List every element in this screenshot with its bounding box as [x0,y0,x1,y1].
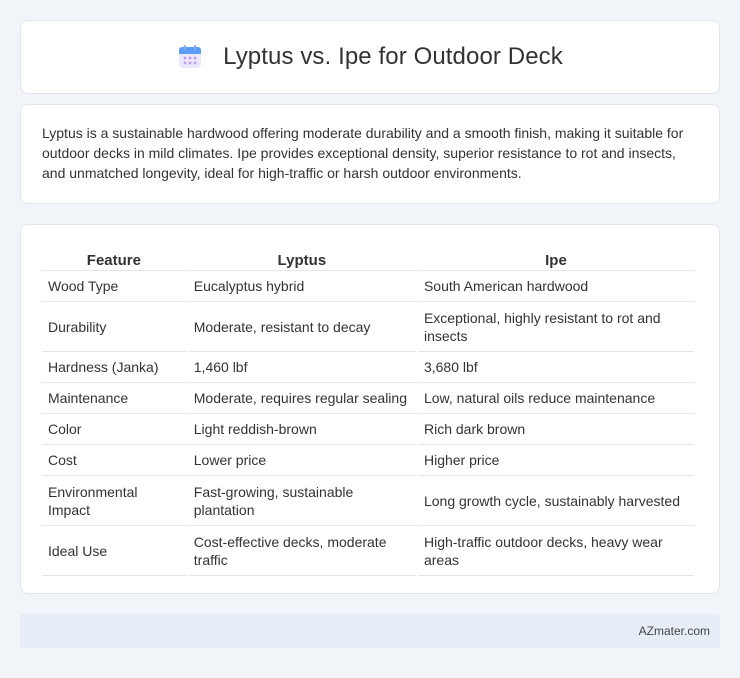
header-feature: Feature [42,247,186,271]
comparison-table [40,247,696,576]
feature-cell: Maintenance [42,383,186,414]
table-row [42,271,694,302]
table-row [42,414,694,445]
feature-cell: Environmental Impact [42,476,186,526]
footer-site-link[interactable]: AZmater.com [638,624,710,638]
feature-cell: Ideal Use [42,526,186,576]
ipe-cell: South American hardwood [418,271,694,302]
lyptus-cell: Moderate, resistant to decay [188,302,416,352]
title-card [20,20,720,94]
ipe-cell: Low, natural oils reduce maintenance [418,383,694,414]
ipe-cell: High-traffic outdoor decks, heavy wear areas [418,526,694,576]
header-ipe: Ipe [418,247,694,271]
footer [20,614,720,648]
summary-text: Lyptus is a sustainable hardwood offering moderate durability and a smooth finish, making it suitable for outdoor decks in mild climates. Ipe provides exceptional density, superior resistance to rot and insects, and unmatched longevity, ideal for high-traffic or harsh outdoor environments. [42,125,684,181]
comparison-table-card [20,224,720,594]
table-row [42,383,694,414]
ipe-cell: Higher price [418,445,694,476]
header-lyptus: Lyptus [188,247,416,271]
summary-card [20,104,720,204]
feature-cell: Cost [42,445,186,476]
lyptus-cell: Fast-growing, sustainable plantation [188,476,416,526]
calendar-icon [177,44,203,70]
table-row [42,352,694,383]
table-row [42,445,694,476]
table-row [42,302,694,352]
lyptus-cell: Lower price [188,445,416,476]
lyptus-cell: Cost-effective decks, moderate traffic [188,526,416,576]
page-title: Lyptus vs. Ipe for Outdoor Deck [223,43,563,70]
ipe-cell: Long growth cycle, sustainably harvested [418,476,694,526]
feature-cell: Durability [42,302,186,352]
ipe-cell: Rich dark brown [418,414,694,445]
feature-cell: Color [42,414,186,445]
table-row [42,476,694,526]
ipe-cell: 3,680 lbf [418,352,694,383]
feature-cell: Wood Type [42,271,186,302]
lyptus-cell: Light reddish-brown [188,414,416,445]
lyptus-cell: Eucalyptus hybrid [188,271,416,302]
table-header-row [42,247,694,271]
lyptus-cell: Moderate, requires regular sealing [188,383,416,414]
table-row [42,526,694,576]
lyptus-cell: 1,460 lbf [188,352,416,383]
feature-cell: Hardness (Janka) [42,352,186,383]
ipe-cell: Exceptional, highly resistant to rot and insects [418,302,694,352]
